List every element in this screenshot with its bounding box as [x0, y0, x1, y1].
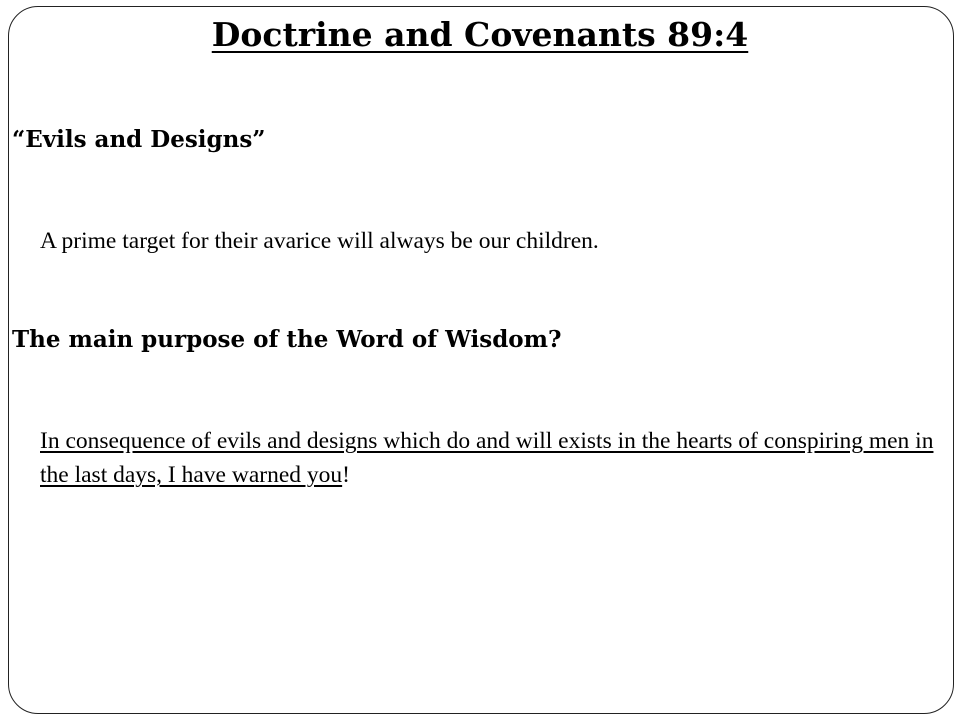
slide-frame: [8, 6, 954, 714]
scripture-quote-end: !: [342, 462, 350, 488]
heading-main-purpose: The main purpose of the Word of Wisdom?: [12, 326, 562, 353]
slide-title: Doctrine and Covenants 89:4: [211, 15, 749, 54]
heading-evils-and-designs: “Evils and Designs”: [12, 126, 266, 153]
scripture-quote-underlined: In consequence of evils and designs which do and will exists in the hearts of conspiring men in the last days, I have warned you: [40, 428, 934, 488]
scripture-quote: [40, 424, 952, 492]
body-prime-target: A prime target for their avarice will always be our children.: [40, 228, 599, 254]
